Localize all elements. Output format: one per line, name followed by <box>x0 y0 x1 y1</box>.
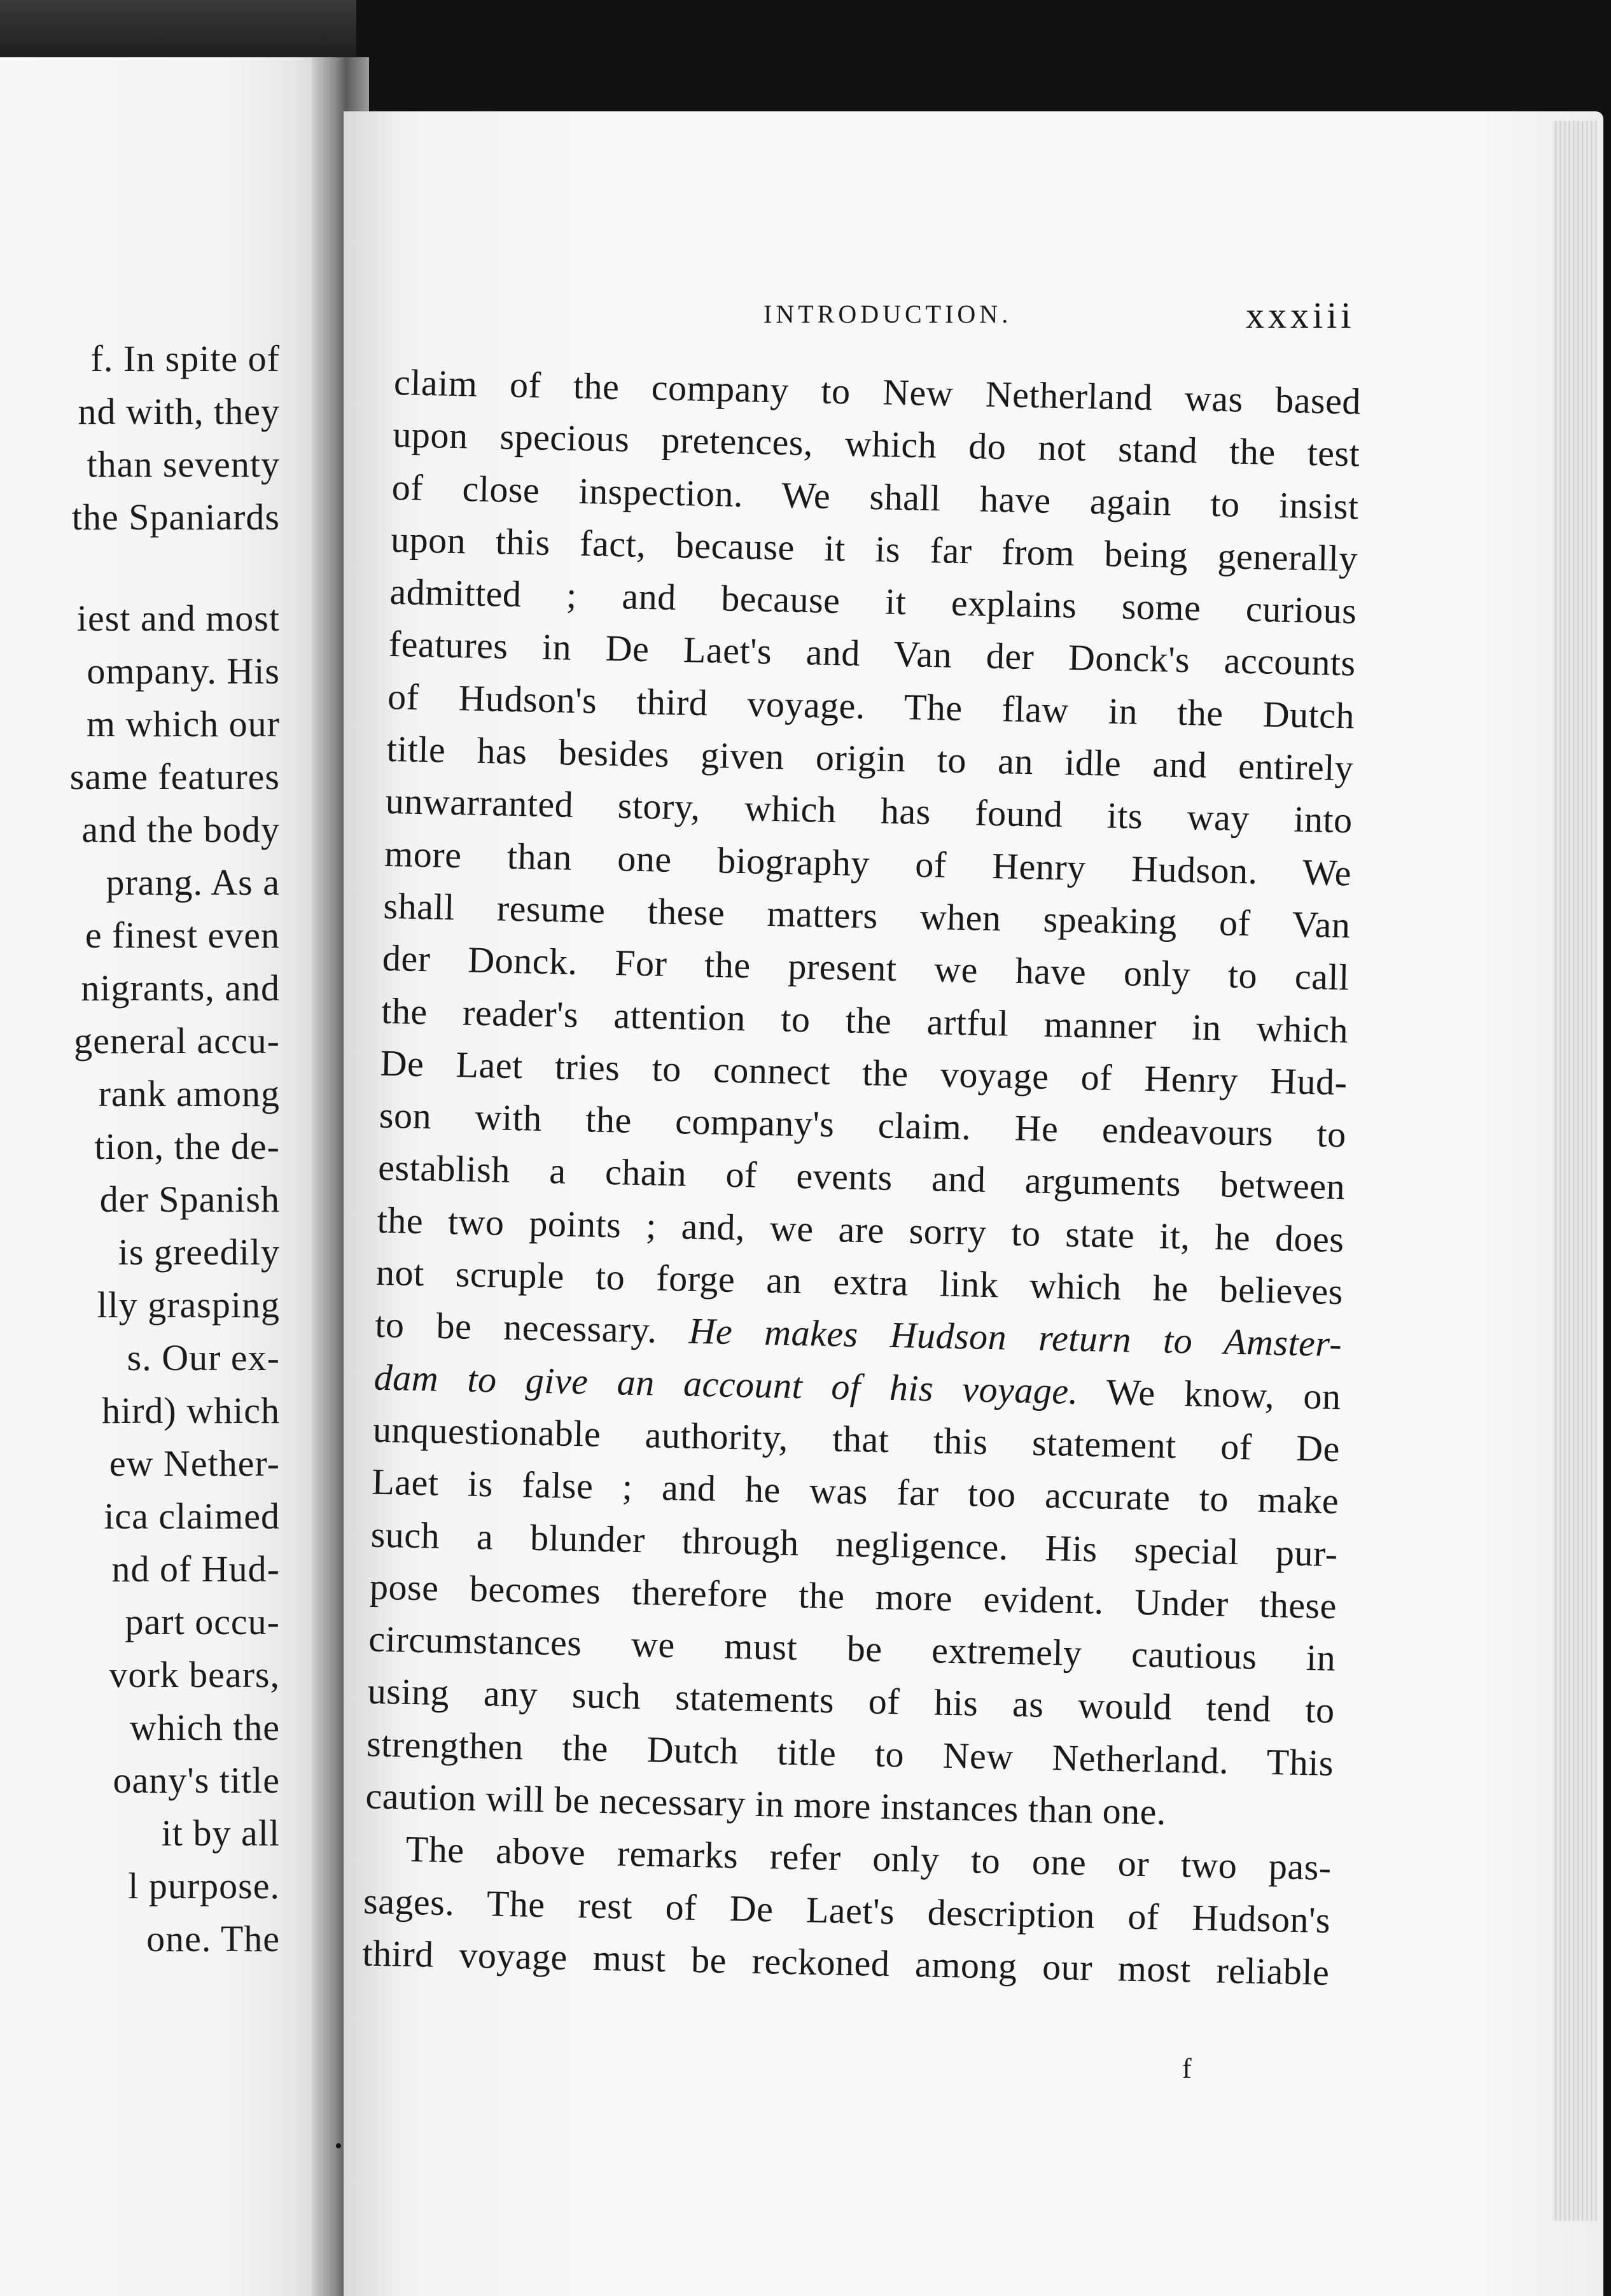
left-line: part occu- <box>125 1601 280 1642</box>
left-line: l purpose. <box>128 1865 280 1907</box>
left-line: der Spanish <box>99 1179 280 1220</box>
left-line: general accu- <box>74 1020 280 1061</box>
left-line: iest and most <box>76 598 280 639</box>
left-line: e finest even <box>85 914 280 956</box>
text-line: of Hudson's third voyage. The flaw in the Dutch <box>387 675 1355 737</box>
text-line: De Laet tries to connect the voyage of Henry Hud- <box>380 1042 1348 1103</box>
page-stack-edge <box>1552 121 1597 2221</box>
text-line: upon this fact, because it is far from being generally <box>390 518 1358 580</box>
text-line: circumstances we must be extremely cautious in <box>368 1618 1336 1679</box>
body-text <box>362 356 1362 1999</box>
text-line: the reader's attention to the artful manner in which <box>380 990 1349 1051</box>
italic-run: dam to give an account of his voyage. <box>373 1356 1079 1412</box>
left-line: and the body <box>81 809 280 850</box>
left-line: f. In spite of <box>90 338 280 379</box>
left-line: same features <box>69 756 280 797</box>
text-line: der Donck. For the present we have only to call <box>382 937 1350 998</box>
left-line: ew Nether- <box>109 1443 280 1484</box>
left-line: nd of Hud- <box>111 1548 280 1590</box>
text-line: using any such statements of his as would tend to <box>367 1670 1336 1732</box>
left-line: nigrants, and <box>81 967 280 1009</box>
text-line: unquestionable authority, that this statement of De <box>372 1408 1341 1470</box>
text-line: pose becomes therefore the more evident. Under these <box>369 1565 1337 1627</box>
left-line: prang. As a <box>106 862 280 903</box>
left-line: tion, the de- <box>94 1126 280 1167</box>
text-run: We know, on <box>1078 1370 1342 1417</box>
text-line: shall resume these matters when speaking of Van <box>383 885 1351 946</box>
text-line: Laet is false ; and he was far too accurate to make <box>371 1460 1339 1522</box>
text-line: such a blunder through negligence. His special pur- <box>370 1513 1339 1574</box>
left-line: nd with, they <box>78 391 280 432</box>
text-line: not scruple to forge an extra link which he believes <box>375 1251 1344 1313</box>
left-line: one. The <box>146 1918 280 1959</box>
text-line: upon specious pretences, which do not stand the test <box>392 414 1360 475</box>
left-line: oany's title <box>113 1760 280 1801</box>
left-line: m which our <box>86 703 280 745</box>
left-line: vork bears, <box>109 1654 280 1695</box>
left-line: s. Our ex- <box>127 1337 280 1378</box>
left-line: hird) which <box>102 1390 280 1431</box>
dust-speck <box>336 2143 341 2148</box>
running-head: INTRODUCTION. <box>764 300 1012 328</box>
text-line: unwarranted story, which has found its way into <box>385 780 1353 841</box>
left-line: it by all <box>161 1812 280 1854</box>
left-line: is greedily <box>118 1231 280 1273</box>
left-page <box>0 57 321 2296</box>
page-number: xxxiii <box>1246 295 1355 336</box>
italic-run: He makes Hudson return to Amster- <box>688 1310 1342 1365</box>
text-line: the two points ; and, we are sorry to state it, he does <box>377 1199 1345 1260</box>
text-line: The above remarks refer only to one or two pas- <box>405 1828 1332 1889</box>
text-line: caution will be necessary in more instances than one. <box>365 1775 1167 1833</box>
text-line: son with the company's claim. He endeavours to <box>379 1094 1347 1156</box>
text-line: admitted ; and because it explains some curious <box>389 571 1357 632</box>
text-line: strengthen the Dutch title to New Netherland. This <box>366 1723 1334 1784</box>
left-line: rank among <box>98 1073 280 1114</box>
left-line: ompany. His <box>87 650 280 692</box>
text-run: to be necessary. <box>374 1304 690 1352</box>
text-line: sages. The rest of De Laet's description of Hudson's <box>363 1880 1331 1941</box>
text-line: of close inspection. We shall have again to insist <box>391 466 1360 528</box>
text-line: third voyage must be reckoned among our most reliable <box>361 1932 1330 1993</box>
text-line: features in De Laet's and Van der Donck's accounts <box>388 623 1356 684</box>
left-line: ica claimed <box>104 1495 280 1537</box>
text-line: claim of the company to New Netherland was based <box>393 361 1362 423</box>
left-line: which the <box>129 1707 280 1748</box>
left-line: the Spaniards <box>71 496 280 538</box>
signature-mark: f <box>1182 2053 1192 2084</box>
text-line: more than one biography of Henry Hudson. We <box>384 832 1352 894</box>
text-line: title has besides given origin to an idle and entirely <box>386 727 1354 789</box>
text-line: establish a chain of events and arguments between <box>377 1147 1346 1208</box>
left-line: than seventy <box>87 444 280 485</box>
left-line: lly grasping <box>97 1284 280 1326</box>
